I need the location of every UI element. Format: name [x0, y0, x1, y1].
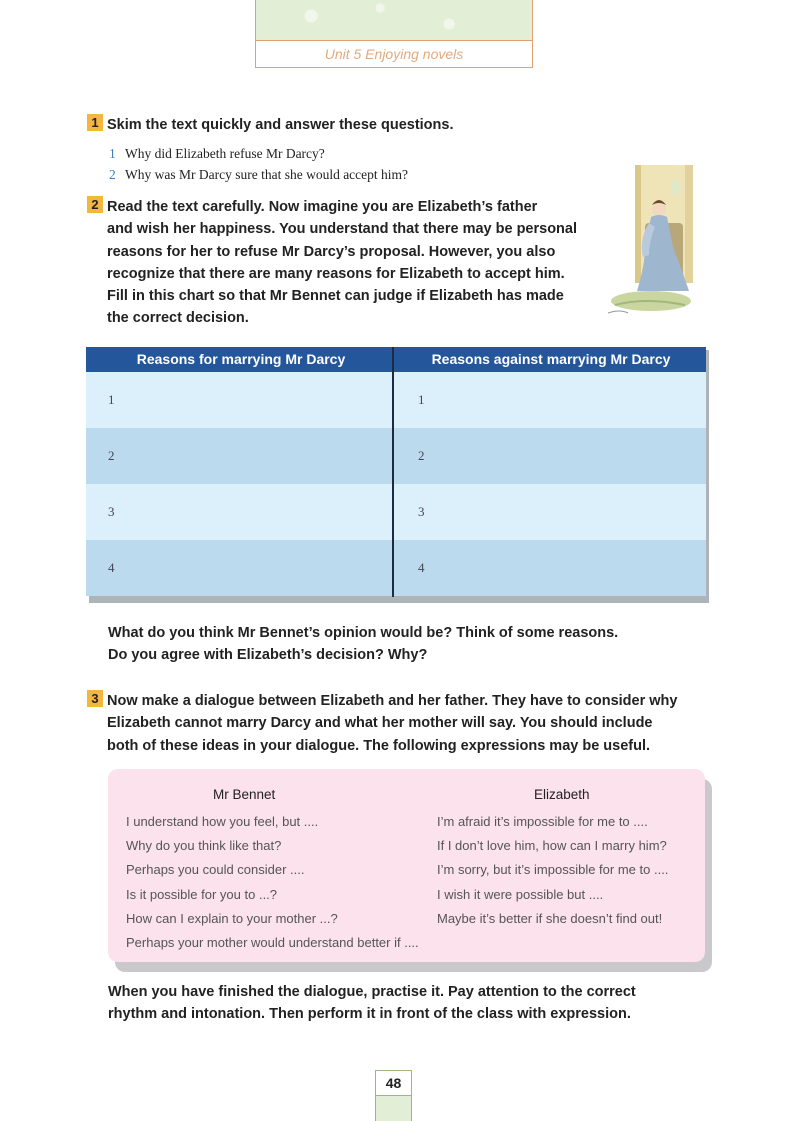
question-text: Why did Elizabeth refuse Mr Darcy?	[125, 146, 325, 161]
chart-header-against: Reasons against marrying Mr Darcy	[431, 351, 671, 367]
task-2-number-badge: 2	[87, 196, 103, 213]
task-2-instruction	[107, 196, 577, 330]
expression-item: Why do you think like that?	[126, 838, 282, 854]
elizabeth-illustration	[605, 163, 697, 323]
task-3-line: both of these ideas in your dialogue. The following expressions may be useful.	[107, 737, 651, 754]
question-item	[109, 143, 408, 164]
task-2-line: Fill in this chart so that Mr Bennet can judge if Elizabeth has made	[107, 288, 564, 305]
task-2-followup	[108, 622, 618, 666]
mr-bennet-heading: Mr Bennet	[213, 787, 276, 802]
chart-cell-for[interactable]: 4	[108, 560, 115, 575]
task-2-line: the correct decision.	[107, 310, 249, 327]
chart-body	[86, 347, 706, 597]
expression-item: How can I explain to your mother ...?	[126, 910, 338, 926]
chart-header-row	[86, 347, 706, 372]
unit-banner	[255, 0, 533, 68]
expression-item: I understand how you feel, but ....	[126, 814, 319, 829]
task-3-instruction	[107, 690, 677, 757]
task-3-closing	[108, 981, 636, 1025]
question-item	[109, 164, 408, 185]
task-3	[87, 690, 677, 757]
task-2	[87, 196, 577, 330]
chart-cell-against[interactable]: 1	[418, 392, 425, 407]
chart-row	[86, 372, 706, 428]
expression-item: Is it possible for you to ...?	[126, 886, 278, 902]
task-3-line: Elizabeth cannot marry Darcy and what her mother will say. You should include	[107, 715, 653, 732]
banner-decoration	[256, 0, 532, 41]
reasons-chart	[86, 347, 706, 600]
task-1-instruction: Skim the text quickly and answer these questions.	[107, 117, 454, 133]
chart-row	[86, 540, 706, 596]
expression-item: If I don’t love him, how can I marry him?	[437, 838, 667, 854]
task-3-number-badge: 3	[87, 690, 103, 707]
chart-header-for: Reasons for marrying Mr Darcy	[136, 351, 346, 367]
task-1	[87, 114, 454, 136]
chart-row	[86, 484, 706, 540]
task-3-line: Now make a dialogue between Elizabeth and her father. They have to consider why	[107, 693, 678, 709]
question-number: 2	[109, 167, 116, 182]
task-1-number-badge: 1	[87, 114, 103, 131]
chart-cell-for[interactable]: 2	[108, 448, 115, 463]
followup-line: Do you agree with Elizabeth’s decision? Why?	[108, 647, 428, 663]
mr-bennet-expressions	[126, 810, 419, 955]
expression-item: I wish it were possible but ....	[437, 886, 604, 902]
page-number: 48	[376, 1071, 411, 1096]
followup-line: What do you think Mr Bennet’s opinion would be? Think of some reasons.	[108, 625, 619, 641]
chart-row	[86, 428, 706, 484]
unit-title: Unit 5 Enjoying novels	[324, 46, 464, 62]
chart-cell-for[interactable]: 1	[108, 392, 115, 407]
chart-column-divider	[392, 347, 394, 597]
chart-cell-against[interactable]: 4	[418, 560, 425, 575]
closing-line: When you have finished the dialogue, practise it. Pay attention to the correct	[108, 984, 636, 1000]
question-number: 1	[109, 146, 116, 161]
task-2-line: Read the text carefully. Now imagine you are Elizabeth’s father	[107, 199, 538, 215]
expression-item: Perhaps you could consider ....	[126, 862, 305, 878]
closing-line: rhythm and intonation. Then perform it in front of the class with expression.	[108, 1006, 631, 1022]
task-2-line: recognize that there are many reasons for Elizabeth to accept him.	[107, 265, 565, 282]
chart-cell-for[interactable]: 3	[108, 504, 115, 519]
chart-cell-against[interactable]: 3	[418, 504, 425, 519]
expression-item: I’m afraid it’s impossible for me to ....	[437, 814, 648, 829]
task-1-questions	[109, 143, 408, 185]
question-text: Why was Mr Darcy sure that she would accept him?	[125, 167, 409, 182]
task-2-line: reasons for her to refuse Mr Darcy’s proposal. However, you also	[107, 243, 556, 260]
page-number-tab	[375, 1070, 412, 1121]
expression-item: Maybe it’s better if she doesn’t find out!	[437, 910, 663, 926]
task-2-line: and wish her happiness. You understand that there may be personal	[107, 221, 578, 238]
expression-item: I’m sorry, but it’s impossible for me to ....	[437, 862, 669, 878]
elizabeth-expressions	[437, 810, 668, 931]
expression-item: Perhaps your mother would understand better if ....	[126, 935, 419, 951]
chart-cell-against[interactable]: 2	[418, 448, 425, 463]
elizabeth-heading: Elizabeth	[534, 787, 590, 802]
